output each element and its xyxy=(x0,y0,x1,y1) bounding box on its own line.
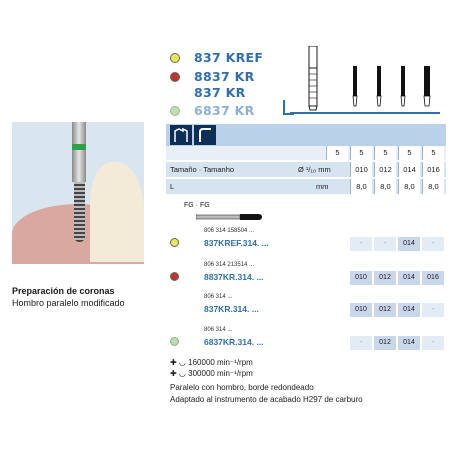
size-label: Tamaño · Tamanho xyxy=(170,165,235,174)
description-line-1: Paralelo con hombro, borde redondeado xyxy=(170,383,314,392)
order-name: 8837KR.314. ... xyxy=(204,272,264,282)
order-code: 806 314 ... xyxy=(204,294,233,300)
variant-2 xyxy=(170,69,255,84)
order-cell: - xyxy=(374,237,396,251)
speed-note-2: ✚ ◡ 300000 min⁻¹/rpm xyxy=(170,369,253,378)
baseline-divider xyxy=(290,112,440,114)
order-cell: - xyxy=(350,237,372,251)
fg-bur-drawing-icon xyxy=(196,212,262,222)
order-name: 837KR.314. ... xyxy=(204,304,259,314)
max-speed-icon: ✚ ◡ xyxy=(170,358,189,367)
white-dot-icon xyxy=(170,88,180,98)
length-row xyxy=(166,179,446,194)
shoulder-icon xyxy=(194,125,216,145)
order-code: 806 314 158504 ... xyxy=(204,228,255,234)
order-cell: 010 xyxy=(350,303,372,317)
grit-row xyxy=(166,146,446,160)
length-label: L xyxy=(170,182,175,191)
grit-cell: 5 xyxy=(422,146,444,160)
order-code: 806 314 213514 ... xyxy=(204,262,255,268)
order-cell: 012 xyxy=(374,271,396,285)
length-cell: 8,0 xyxy=(350,179,372,194)
length-cell: 8,0 xyxy=(374,179,396,194)
order-cell: 012 xyxy=(374,336,396,350)
order-cell: - xyxy=(422,303,444,317)
order-cell: 016 xyxy=(422,271,444,285)
bur-drawing-icon xyxy=(306,46,320,112)
size-cell: 012 xyxy=(374,162,396,177)
green-dot-icon xyxy=(170,106,180,116)
order-code: 806 314 ... xyxy=(204,327,233,333)
shape-icon xyxy=(170,125,192,145)
order-cell: - xyxy=(422,336,444,350)
order-cell: - xyxy=(422,237,444,251)
order-name: 6837KR.314. ... xyxy=(204,337,264,347)
caption-title: Preparación de coronas xyxy=(12,286,115,296)
opt-speed-icon: ✚ ◡ xyxy=(170,369,189,378)
variant-name: 6837 KR xyxy=(194,103,255,118)
order-cell: - xyxy=(350,336,372,350)
variant-1 xyxy=(170,50,263,65)
grit-cell: 5 xyxy=(374,146,396,160)
order-cell: 014 xyxy=(398,237,420,251)
bur-profile-icon xyxy=(422,66,432,110)
size-cell: 016 xyxy=(422,162,444,177)
order-cell: 010 xyxy=(350,271,372,285)
description-line-2: Adaptado al instrumento de acabado H297 de carburo xyxy=(170,395,363,404)
length-cell: 8,0 xyxy=(398,179,420,194)
bracket-icon xyxy=(282,100,294,116)
order-cell: 014 xyxy=(398,271,420,285)
bur-profile-icon xyxy=(398,66,408,110)
bur-profile-icon xyxy=(350,66,360,110)
speed-note-1: ✚ ◡ 160000 min⁻¹/rpm xyxy=(170,358,253,367)
length-cell: 8,0 xyxy=(422,179,444,194)
fg-label: FG · FG xyxy=(184,202,210,209)
grit-cell: 5 xyxy=(326,146,348,160)
variant-name: 837 KREF xyxy=(194,50,264,65)
size-unit: Ø ¹/₁₀ mm xyxy=(298,165,331,174)
yellow-dot-icon xyxy=(170,53,180,63)
size-row xyxy=(166,162,446,177)
order-cell: 014 xyxy=(398,303,420,317)
variant-name: 8837 KR xyxy=(194,69,255,84)
grit-cell: 5 xyxy=(398,146,420,160)
grit-cell: 5 xyxy=(350,146,372,160)
length-unit: mm xyxy=(316,182,329,191)
size-cell: 014 xyxy=(398,162,420,177)
variant-name: 837 KR xyxy=(194,85,246,100)
variant-3 xyxy=(170,85,246,100)
order-cell: 012 xyxy=(374,303,396,317)
order-cell: 014 xyxy=(398,336,420,350)
bur-profile-icon xyxy=(374,66,384,110)
red-dot-icon xyxy=(170,72,180,82)
caption-subtitle: Hombro paralelo modificado xyxy=(12,298,125,308)
size-cell: 010 xyxy=(350,162,372,177)
variant-4 xyxy=(170,103,255,118)
order-name: 837KREF.314. ... xyxy=(204,238,269,248)
crown-preparation-photo xyxy=(12,122,144,264)
